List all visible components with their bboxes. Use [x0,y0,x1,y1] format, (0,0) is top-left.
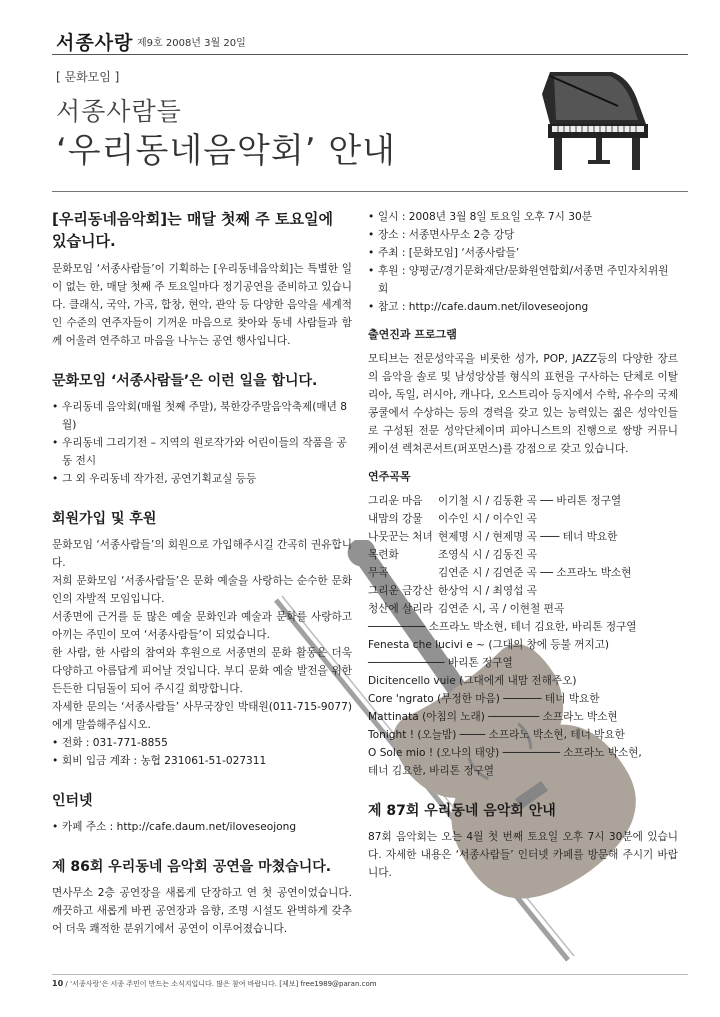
footer-text: / ‘서종사랑’은 서종 주민이 만드는 소식지입니다. 많은 참여 바랍니다. [제보] free1989@paran.com [65,980,377,988]
concert86-heading: 제 86회 우리동네 음악회 공연을 마쳤습니다. [52,859,332,875]
concert87-heading: 제 87회 우리동네 음악회 안내 [368,803,556,819]
list-item: • 우리동네 음악회(매월 첫째 주말), 북한강주말음악축제(매년 8월) [52,401,347,431]
membership-paragraph: 자세한 문의는 ‘서종사람들’ 사무국장인 박태원(011-715-9077)에게 말씀해주십시오. [52,701,352,731]
membership-heading: 회원가입 및 후원 [52,511,157,527]
article-title-line2: ‘우리동네음악회’ 안내 [56,131,397,171]
list-item: 내맘의 강물 이수인 시 / 이수인 곡 [368,513,537,525]
right-column [368,208,678,882]
event-info-list [368,208,678,316]
phone-item: • 전화 : 031-771-8855 [52,737,168,749]
membership-contact-list [52,734,352,770]
program-list [368,492,678,780]
newsletter-title: 서종사랑 [56,32,134,54]
page-footer [52,979,377,989]
grand-piano-illustration [520,66,670,180]
membership-paragraph: 서종면에 근거를 둔 많은 예술 문화인과 예술과 문화를 사랑하고 아끼는 주민이 모여 ‘서종사람들’이 되었습니다. [52,611,352,641]
program-line: Mattinata (아침의 노래) ──────── 소프라노 박소현 [368,711,618,723]
bank-account-item: • 회비 입금 계좌 : 농협 231061-51-027311 [52,755,267,767]
performers-heading: 출연진과 프로그램 [368,328,457,341]
event-place: • 장소 : 서종면사무소 2층 강당 [368,229,515,241]
event-sponsor: • 후원 : 양평군/경기문화재단/문화원연합회/서종면 주민자치위원회 [368,265,669,295]
program-line: ──────────── 바리톤 정구열 [368,657,513,669]
article-title-line1: 서종사람들 [56,97,182,126]
left-column [52,208,352,938]
list-item: 그리운 금강산 한상억 시 / 최영섭 곡 [368,585,537,597]
cafe-address-item: • 카페 주소 : http://cafe.daum.net/iloveseojong [52,821,297,833]
performers-body: 모티브는 전문성악곡을 비롯한 성가, POP, JAZZ등의 다양한 장르의 음악을 솔로 및 남성앙상블 형식의 표현을 구사하는 단체로 이탈리아, 독일, 러시아, 캐나다, 오스트리아 등지에서 수학, 유수의 국제콩쿨에서 수상하는 등의 경력을 갖고 있는 능력있는 젊은 성악인들로 구성된 전문 성악단체이며 피아니스트의 진행으로 쌍방 커뮤니케이션 렉쳐콘서트(퍼포먼스)를 강점으로 갖고 있습니다. [368,353,678,455]
program-line: Fenesta che lucivi e ~ (그대의 창에 등불 꺼지고) [368,639,610,651]
concert86-body: 면사무소 2층 공연장을 새롭게 단장하고 연 첫 공연이었습니다. 깨끗하고 새롭게 바뀐 공연장과 음향, 조명 시설도 완벽하게 갖추어 더욱 쾌적한 분위기에서 공연이 이루어졌습니다. [52,887,352,935]
issue-info: 제9호 2008년 3월 20일 [137,38,246,49]
event-date: • 일시 : 2008년 3월 8일 토요일 오후 7시 30분 [368,211,592,223]
program-line: Dicitencello vuie (그대에게 내맘 전해주오) [368,675,577,687]
program-heading: 연주곡목 [368,470,411,483]
activities-list [52,398,352,488]
membership-paragraph: 문화모임 ‘서종사람들’의 회원으로 가입해주시길 간곡히 권유합니다. [52,539,352,569]
list-item: 나뭇꾼는 처녀 현제명 시 / 현제명 곡 ─── 테너 박요한 [368,531,618,543]
event-host: • 주최 : [문화모임] ‘서종사람들’ [368,247,520,259]
membership-paragraph: 저희 문화모임 ‘서종사람들’은 문화 예술을 사랑하는 순수한 문화인의 자발적 모임입니다. [52,575,352,605]
footer-divider [52,974,688,975]
list-item: 무곡 김연준 시 / 김연준 곡 ── 소프라노 박소현 [368,567,632,579]
internet-list [52,818,352,836]
program-line: O Sole mio ! (오나의 태양) ───────── 소프라노 박소현, [368,747,642,759]
event-reference: • 참고 : http://cafe.daum.net/iloveseojong [368,301,589,313]
masthead-divider [52,54,688,55]
program-line: ───────── 소프라노 박소현, 테너 김요한, 바리톤 정구열 [368,621,637,633]
program-line: Tonight ! (오늘밤) ──── 소프라노 박소현, 테너 박요한 [368,729,625,741]
membership-paragraph: 한 사람, 한 사람의 참여와 후원으로 서종면의 문화 활동은 더욱 다양하고 아름답게 피어날 것입니다. 부디 문화 예술 발전을 위한 든든한 디딤돌이 되어 주시길 희망합니다. [52,647,352,695]
list-item: • 그 외 우리동네 작가전, 공연기획교실 등등 [52,473,257,485]
internet-heading: 인터넷 [52,793,93,809]
title-divider [52,191,688,192]
list-item: 목련화 조영식 시 / 김동진 곡 [368,549,537,561]
intro-heading: [우리동네음악회]는 매달 첫째 주 토요일에 있습니다. [52,210,333,250]
program-line: Core 'ngrato (무정한 마음) ────── 테너 박요한 [368,693,600,705]
section-tag: [ 문화모임 ] [56,70,120,84]
program-line: 테너 김요한, 바리톤 정구열 [368,765,495,777]
intro-body: 문화모임 ‘서종사람들’이 기획하는 [우리동네음악회]는 특별한 일이 없는 한, 매달 첫째 주 토요일마다 정기공연을 준비하고 있습니다. 클래식, 국악, 가곡, 합창, 현악, 관악 등 다양한 음악을 세계적인 수준의 연주자들이 기꺼운 마음으로 찾아와 동네 사람들과 함께 어울려 연주하고 마음을 나누는 공연 행사입니다. [52,263,352,347]
list-item: • 우리동네 그리기전 – 지역의 원로작가와 어린이들의 작품을 공동 전시 [52,437,347,467]
list-item: 청산에 살리라 김연준 시, 곡 / 이현철 편곡 [368,603,565,615]
activities-heading: 문화모임 ‘서종사람들’은 이런 일을 합니다. [52,373,318,389]
concert87-body: 87회 음악회는 오는 4월 첫 번째 토요일 오후 7시 30분에 있습니다. 자세한 내용은 ‘서종사람들’ 인터넷 카페를 방문해 주시기 바랍니다. [368,831,678,879]
page-number: 10 [52,979,64,988]
list-item: 그리운 마음 이기철 시 / 김동환 곡 ── 바리톤 정구열 [368,495,622,507]
